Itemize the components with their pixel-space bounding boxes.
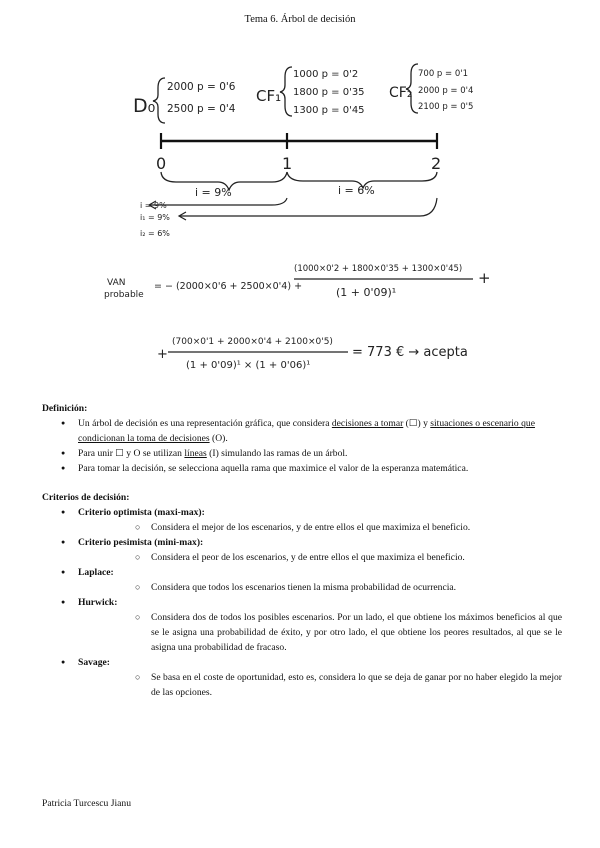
rate-list-3: i₂ = 6% bbox=[140, 229, 170, 238]
criterio-name: Hurwick: bbox=[78, 597, 118, 608]
criterio-name: Criterio optimista (maxi-max): bbox=[78, 507, 205, 518]
rate-interval-12: i = 6% bbox=[338, 184, 375, 197]
eq2-prefix: + bbox=[157, 347, 168, 362]
definicion-bullet-1: ● Un árbol de decisión es una representación gráfica, que considera decisiones a tomar (☐) y situaciones o escenario que condicionan la toma de decisiones (O). bbox=[42, 416, 562, 446]
page-header-title: Tema 6. Árbol de decisión bbox=[244, 14, 356, 25]
criterio-item bbox=[42, 535, 562, 565]
criterios-section bbox=[42, 490, 562, 700]
eq1-denominator: (1 + 0'09)¹ bbox=[336, 286, 397, 299]
discount-arrow-2 bbox=[180, 198, 437, 216]
cf1-line-2: 1800 p = 0'35 bbox=[293, 87, 365, 98]
definicion-bullet-2: ● Para unir ☐ y O se utilizan líneas (I) simulando las ramas de un árbol. bbox=[42, 446, 562, 461]
definicion-bullet-3: ● Para tomar la decisión, se selecciona aquella rama que maximice el valor de la esperanza matemática. bbox=[42, 461, 562, 476]
cf1-line-3: 1300 p = 0'45 bbox=[293, 105, 365, 116]
criterio-item bbox=[42, 655, 562, 700]
d0-line-1: 2000 p = 0'6 bbox=[167, 81, 236, 93]
tick-label-2: 2 bbox=[431, 154, 442, 173]
eq2-denominator: (1 + 0'09)¹ × (1 + 0'06)¹ bbox=[186, 360, 311, 371]
cf2-label: CF₂ bbox=[389, 85, 413, 101]
criterio-name: Criterio pesimista (mini-max): bbox=[78, 537, 204, 548]
eq1-suffix: + bbox=[478, 269, 491, 287]
definicion-section bbox=[42, 401, 562, 476]
cf2-line-2: 2000 p = 0'4 bbox=[418, 86, 474, 96]
tick-label-0: 0 bbox=[156, 154, 167, 173]
cf1-line-1: 1000 p = 0'2 bbox=[293, 69, 359, 80]
rate-list-2: i₁ = 9% bbox=[140, 213, 170, 222]
tick-label-1: 1 bbox=[282, 154, 293, 173]
criterio-item bbox=[42, 565, 562, 595]
criterios-title: Criterios de decisión: bbox=[42, 492, 130, 503]
eq1-prefix: = − (2000×0'6 + 2500×0'4) + bbox=[154, 281, 303, 292]
rate-list-1: i = 9% bbox=[140, 201, 167, 210]
cf1-brace bbox=[280, 67, 292, 116]
criterio-description: ○ Considera que todos los escenarios tienen la misma probabilidad de ocurrencia. bbox=[78, 580, 562, 595]
handwritten-diagram bbox=[0, 0, 600, 400]
d0-label: D₀ bbox=[133, 95, 156, 117]
underlined-term: decisiones a tomar bbox=[331, 418, 404, 429]
criterio-name: Savage: bbox=[78, 657, 110, 668]
criterio-description: ○ Considera el peor de los escenarios, y de entre ellos el que maximiza el beneficio. bbox=[78, 550, 562, 565]
d0-line-2: 2500 p = 0'4 bbox=[167, 103, 236, 115]
eq2-numerator: (700×0'1 + 2000×0'4 + 2100×0'5) bbox=[172, 337, 333, 347]
cf2-line-3: 2100 p = 0'5 bbox=[418, 102, 474, 112]
criterio-item bbox=[42, 505, 562, 535]
criterio-description: ○ Se basa en el coste de oportunidad, esto es, considera lo que se deja de ganar por no haber elegido la mejor de las opciones. bbox=[78, 670, 562, 700]
cf2-line-1: 700 p = 0'1 bbox=[418, 69, 468, 79]
cf1-label: CF₁ bbox=[256, 87, 282, 105]
criterio-name: Laplace: bbox=[78, 567, 114, 578]
underlined-term: situaciones o escenario que condicionan la toma de decisiones bbox=[78, 418, 535, 444]
discount-arrow-1 bbox=[150, 198, 287, 205]
eq2-result: = 773 € → acepta bbox=[352, 345, 468, 360]
van-label-probable: probable bbox=[104, 290, 144, 300]
underlined-term: líneas bbox=[184, 448, 207, 459]
eq1-numerator: (1000×0'2 + 1800×0'35 + 1300×0'45) bbox=[294, 264, 463, 274]
definicion-title: Definición: bbox=[42, 403, 88, 414]
van-label: VAN bbox=[107, 278, 126, 288]
criterio-description: ○ Considera el mejor de los escenarios, y de entre ellos el que maximiza el beneficio. bbox=[78, 520, 562, 535]
rate-interval-01: i = 9% bbox=[195, 186, 232, 199]
criterio-item bbox=[42, 595, 562, 655]
criterio-description: ○ Considera dos de todos los posibles escenarios. Por un lado, el que obtiene los máximos beneficios al que se le asigna una probabilidad de éxito, y por otro lado, el que obtiene los peores resultados, al que se le asigna una probabilidad de fracaso. bbox=[78, 610, 562, 655]
footer-author: Patricia Turcescu Jianu bbox=[42, 798, 131, 809]
